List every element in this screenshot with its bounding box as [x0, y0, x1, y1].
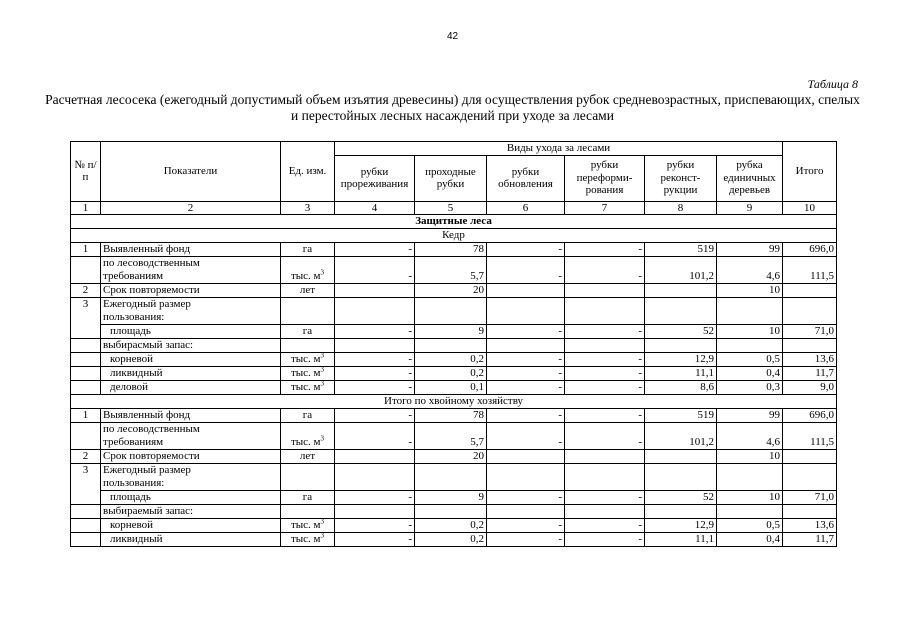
cell: 5,7 [415, 423, 487, 450]
cell: - [565, 257, 645, 284]
row-label: корневой [101, 353, 281, 367]
header-indicators: Показатели [101, 142, 281, 202]
row-label: Срок повторяемости [101, 284, 281, 298]
header-type-reconstruction: рубки реконст-рукции [645, 155, 717, 201]
cell: 12,9 [645, 519, 717, 533]
table-row [71, 381, 837, 395]
cell: 20 [415, 450, 487, 464]
cell: - [565, 409, 645, 423]
cell: 10 [717, 284, 783, 298]
row-unit: тыс. $м^3$ [281, 423, 335, 450]
cell: 0,1 [415, 381, 487, 395]
header-unit: Ед. изм. [281, 142, 335, 202]
row-num: 3 [71, 298, 101, 339]
row-num: 1 [71, 243, 101, 257]
cell: 9,0 [783, 381, 837, 395]
row-label: Срок повторяемости [101, 450, 281, 464]
row-label: ликвидный [101, 533, 281, 547]
cell: - [487, 367, 565, 381]
table-row [71, 491, 837, 505]
cell: 78 [415, 243, 487, 257]
col-number: 10 [783, 201, 837, 215]
row-label: Ежегодный размер пользования: [101, 464, 281, 491]
cell: - [487, 533, 565, 547]
row-num: 2 [71, 450, 101, 464]
cell: - [487, 243, 565, 257]
table-row [71, 325, 837, 339]
row-num: 2 [71, 284, 101, 298]
forest-cutting-table [70, 141, 837, 547]
row-label: Выявленный фонд [101, 409, 281, 423]
cell: 111,5 [783, 257, 837, 284]
row-unit: тыс. $м^3$ [281, 367, 335, 381]
row-label: деловой [101, 381, 281, 395]
row-num: 3 [71, 464, 101, 505]
cell: - [565, 533, 645, 547]
cell: 0,5 [717, 353, 783, 367]
cell: - [565, 353, 645, 367]
header-type-renewal: рубки обновления [487, 155, 565, 201]
table-title: Расчетная лесосека (ежегодный допустимый объем изъятия древесины) для осуществления рубок средневозрастных, приспевающих, спелых и перестойных лесных насаждений при уходе за лесами [45, 92, 860, 123]
cell: - [335, 367, 415, 381]
cell: - [487, 325, 565, 339]
cell: 4,6 [717, 257, 783, 284]
cell: 9 [415, 491, 487, 505]
cell: - [565, 491, 645, 505]
table-row [71, 257, 837, 284]
cell: 71,0 [783, 325, 837, 339]
row-unit: га [281, 491, 335, 505]
row-label: Выявленный фонд [101, 243, 281, 257]
cell: 99 [717, 409, 783, 423]
row-unit: га [281, 243, 335, 257]
cell: 11,7 [783, 367, 837, 381]
table-row [71, 353, 837, 367]
cell: 99 [717, 243, 783, 257]
cell: 8,6 [645, 381, 717, 395]
cell: 519 [645, 409, 717, 423]
table-row [71, 519, 837, 533]
cell: - [487, 257, 565, 284]
header-total: Итого [783, 142, 837, 202]
cell: 0,2 [415, 367, 487, 381]
cell: 0,4 [717, 367, 783, 381]
row-label: по лесоводственным требованиям [101, 257, 281, 284]
table-label: Таблица 8 [807, 77, 858, 91]
row-label: площадь [101, 491, 281, 505]
page-number: 42 [446, 31, 459, 42]
table-row [71, 505, 837, 519]
table-row [71, 243, 837, 257]
row-unit: тыс. $м^3$ [281, 533, 335, 547]
cell: - [487, 519, 565, 533]
row-label: корневой [101, 519, 281, 533]
cell: 101,2 [645, 257, 717, 284]
col-number: 8 [645, 201, 717, 215]
header-types-group: Виды ухода за лесами [335, 142, 783, 156]
cell: - [335, 409, 415, 423]
row-label: по лесоводственным требованиям [101, 423, 281, 450]
cell: - [565, 367, 645, 381]
row-unit: га [281, 325, 335, 339]
table-row [71, 409, 837, 423]
cell: 13,6 [783, 519, 837, 533]
cell: 9 [415, 325, 487, 339]
row-label: выбирасмый запас: [101, 339, 281, 353]
header-num: № п/п [71, 142, 101, 202]
table-row [71, 450, 837, 464]
row-label: выбираемый запас: [101, 505, 281, 519]
row-label: площадь [101, 325, 281, 339]
cell: - [335, 423, 415, 450]
table-row [71, 464, 837, 491]
cell: - [335, 353, 415, 367]
cell: - [487, 491, 565, 505]
col-number: 3 [281, 201, 335, 215]
cell: - [565, 325, 645, 339]
row-unit: тыс. $м^3$ [281, 257, 335, 284]
cell: - [487, 381, 565, 395]
cell: - [487, 423, 565, 450]
cell: 0,5 [717, 519, 783, 533]
section-conifer-total: Итого по хвойному хозяйству [71, 395, 837, 409]
cell: 111,5 [783, 423, 837, 450]
cell: 101,2 [645, 423, 717, 450]
cell: 696,0 [783, 409, 837, 423]
cell: 10 [717, 325, 783, 339]
cell: 0,3 [717, 381, 783, 395]
section-kedr: Кедр [71, 229, 837, 243]
cell: - [335, 257, 415, 284]
row-unit: тыс. $м^3$ [281, 381, 335, 395]
cell: 71,0 [783, 491, 837, 505]
row-unit: лет [281, 450, 335, 464]
row-label: Ежегодный размер пользования: [101, 298, 281, 325]
table-row [71, 533, 837, 547]
col-number: 6 [487, 201, 565, 215]
col-number: 2 [101, 201, 281, 215]
cell: - [565, 243, 645, 257]
cell: - [335, 533, 415, 547]
cell: 11,1 [645, 533, 717, 547]
row-label: ликвидный [101, 367, 281, 381]
col-number: 9 [717, 201, 783, 215]
col-number: 1 [71, 201, 101, 215]
table-row [71, 339, 837, 353]
row-unit: тыс. $м^3$ [281, 353, 335, 367]
cell: 12,9 [645, 353, 717, 367]
table-row [71, 423, 837, 450]
cell: 52 [645, 491, 717, 505]
header-type-reformation: рубки переформи-рования [565, 155, 645, 201]
cell: 10 [717, 450, 783, 464]
row-unit: га [281, 409, 335, 423]
cell: 0,2 [415, 519, 487, 533]
col-number: 5 [415, 201, 487, 215]
header-type-thinning: рубки прореживания [335, 155, 415, 201]
cell: 4,6 [717, 423, 783, 450]
cell: 11,7 [783, 533, 837, 547]
cell: - [565, 519, 645, 533]
cell: 519 [645, 243, 717, 257]
cell: 78 [415, 409, 487, 423]
cell: - [335, 325, 415, 339]
cell: 10 [717, 491, 783, 505]
cell: - [487, 409, 565, 423]
cell: - [565, 423, 645, 450]
row-num: 1 [71, 409, 101, 423]
cell: - [487, 353, 565, 367]
cell: 5,7 [415, 257, 487, 284]
cell: - [565, 381, 645, 395]
header-type-passing: проходные рубки [415, 155, 487, 201]
cell: 20 [415, 284, 487, 298]
cell: 696,0 [783, 243, 837, 257]
cell: 52 [645, 325, 717, 339]
cell: 11,1 [645, 367, 717, 381]
col-number: 4 [335, 201, 415, 215]
cell: - [335, 519, 415, 533]
cell: 0,2 [415, 353, 487, 367]
table-row [71, 298, 837, 325]
header-type-single-trees: рубка единичных деревьев [717, 155, 783, 201]
row-unit: тыс. $м^3$ [281, 519, 335, 533]
cell: 0,4 [717, 533, 783, 547]
row-unit: лет [281, 284, 335, 298]
column-numbers-row [71, 201, 837, 215]
cell: 13,6 [783, 353, 837, 367]
col-number: 7 [565, 201, 645, 215]
cell: 0,2 [415, 533, 487, 547]
cell: - [335, 243, 415, 257]
table-row [71, 284, 837, 298]
cell: - [335, 381, 415, 395]
table-row [71, 367, 837, 381]
section-protective: Защитные леса [71, 215, 837, 229]
cell: - [335, 491, 415, 505]
